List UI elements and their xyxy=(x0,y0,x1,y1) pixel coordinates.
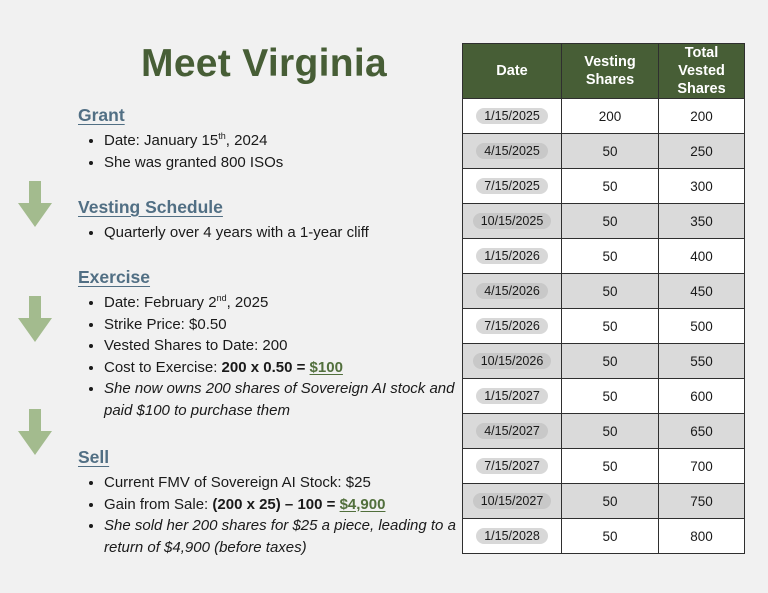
cell-vesting-shares: 50 xyxy=(562,414,659,449)
table-row xyxy=(463,169,745,204)
cell-total-vested: 350 xyxy=(659,204,745,239)
date-pill: 7/15/2027 xyxy=(476,458,548,474)
table-row xyxy=(463,519,745,554)
date-pill: 10/15/2027 xyxy=(473,493,552,509)
vesting-section xyxy=(78,197,458,244)
cell-total-vested: 550 xyxy=(659,344,745,379)
cell-total-vested: 450 xyxy=(659,274,745,309)
vested-shares: • Vested Shares to Date: 200 xyxy=(104,335,458,357)
table-row xyxy=(463,414,745,449)
exercise-date: • Date: February 2nd, 2025 xyxy=(104,292,458,314)
date-pill: 7/15/2026 xyxy=(476,318,548,334)
cell-date xyxy=(463,204,562,239)
down-arrow-icon xyxy=(18,181,52,227)
table-header-row xyxy=(463,44,745,99)
down-arrow-icon xyxy=(18,409,52,455)
cost-to-exercise: • Cost to Exercise: 200 x 0.50 = $100 xyxy=(104,357,458,379)
cell-date xyxy=(463,449,562,484)
cell-total-vested: 800 xyxy=(659,519,745,554)
table-row xyxy=(463,379,745,414)
cell-total-vested: 600 xyxy=(659,379,745,414)
cell-total-vested: 200 xyxy=(659,99,745,134)
exercise-note: • She now owns 200 shares of Sovereign AI stock and paid $100 to purchase them xyxy=(104,378,458,421)
cell-total-vested: 650 xyxy=(659,414,745,449)
date-pill: 1/15/2028 xyxy=(476,528,548,544)
date-pill: 1/15/2025 xyxy=(476,108,548,124)
table-row xyxy=(463,204,745,239)
grant-amount: • She was granted 800 ISOs xyxy=(104,152,458,174)
cell-vesting-shares: 50 xyxy=(562,309,659,344)
date-pill: 10/15/2026 xyxy=(473,353,552,369)
date-pill: 4/15/2026 xyxy=(476,283,548,299)
exercise-heading: Exercise xyxy=(78,267,151,287)
cell-date xyxy=(463,239,562,274)
table-row xyxy=(463,274,745,309)
page-title: Meet Virginia xyxy=(141,42,387,85)
cell-date xyxy=(463,169,562,204)
sell-note: • She sold her 200 shares for $25 a piece, leading to a return of $4,900 (before taxes) xyxy=(104,515,458,558)
date-pill: 10/15/2025 xyxy=(473,213,552,229)
strike-price: • Strike Price: $0.50 xyxy=(104,314,458,336)
date-pill: 1/15/2026 xyxy=(476,248,548,264)
grant-heading: Grant xyxy=(78,105,125,125)
cell-date xyxy=(463,309,562,344)
date-pill: 1/15/2027 xyxy=(476,388,548,404)
vesting-heading: Vesting Schedule xyxy=(78,197,223,217)
cell-date xyxy=(463,344,562,379)
cell-date xyxy=(463,379,562,414)
table-row xyxy=(463,99,745,134)
cell-total-vested: 700 xyxy=(659,449,745,484)
date-pill: 4/15/2027 xyxy=(476,423,548,439)
table-row xyxy=(463,239,745,274)
table-row xyxy=(463,134,745,169)
cell-date xyxy=(463,99,562,134)
cell-vesting-shares: 50 xyxy=(562,344,659,379)
cell-vesting-shares: 50 xyxy=(562,484,659,519)
date-pill: 4/15/2025 xyxy=(476,143,548,159)
table-row xyxy=(463,449,745,484)
table-row xyxy=(463,344,745,379)
cell-vesting-shares: 50 xyxy=(562,379,659,414)
cell-vesting-shares: 50 xyxy=(562,449,659,484)
cell-date xyxy=(463,414,562,449)
cell-vesting-shares: 200 xyxy=(562,99,659,134)
date-pill: 7/15/2025 xyxy=(476,178,548,194)
cell-total-vested: 400 xyxy=(659,239,745,274)
sell-heading: Sell xyxy=(78,447,110,467)
gain-value: $4,900 xyxy=(339,495,386,513)
sell-section xyxy=(78,447,458,558)
table-row xyxy=(463,309,745,344)
vesting-schedule: • Quarterly over 4 years with a 1-year cliff xyxy=(104,222,458,244)
col-header-vesting: Vesting Shares xyxy=(562,44,659,99)
cell-total-vested: 500 xyxy=(659,309,745,344)
cell-date xyxy=(463,519,562,554)
cell-vesting-shares: 50 xyxy=(562,134,659,169)
cell-vesting-shares: 50 xyxy=(562,239,659,274)
cost-value: $100 xyxy=(309,358,343,376)
cell-date xyxy=(463,484,562,519)
cell-vesting-shares: 50 xyxy=(562,519,659,554)
exercise-section xyxy=(78,267,458,421)
grant-date: • Date: January 15th, 2024 xyxy=(104,130,458,152)
gain-from-sale: • Gain from Sale: (200 x 25) – 100 = $4,900 xyxy=(104,494,458,516)
cell-total-vested: 250 xyxy=(659,134,745,169)
grant-section xyxy=(78,105,458,173)
cell-date xyxy=(463,274,562,309)
cell-vesting-shares: 50 xyxy=(562,204,659,239)
down-arrow-icon xyxy=(18,296,52,342)
cell-vesting-shares: 50 xyxy=(562,169,659,204)
current-fmv: • Current FMV of Sovereign AI Stock: $25 xyxy=(104,472,458,494)
cell-date xyxy=(463,134,562,169)
col-header-total: Total Vested Shares xyxy=(659,44,745,99)
col-header-date: Date xyxy=(463,44,562,99)
table-row xyxy=(463,484,745,519)
cell-vesting-shares: 50 xyxy=(562,274,659,309)
vesting-table xyxy=(462,43,745,554)
cell-total-vested: 750 xyxy=(659,484,745,519)
cell-total-vested: 300 xyxy=(659,169,745,204)
